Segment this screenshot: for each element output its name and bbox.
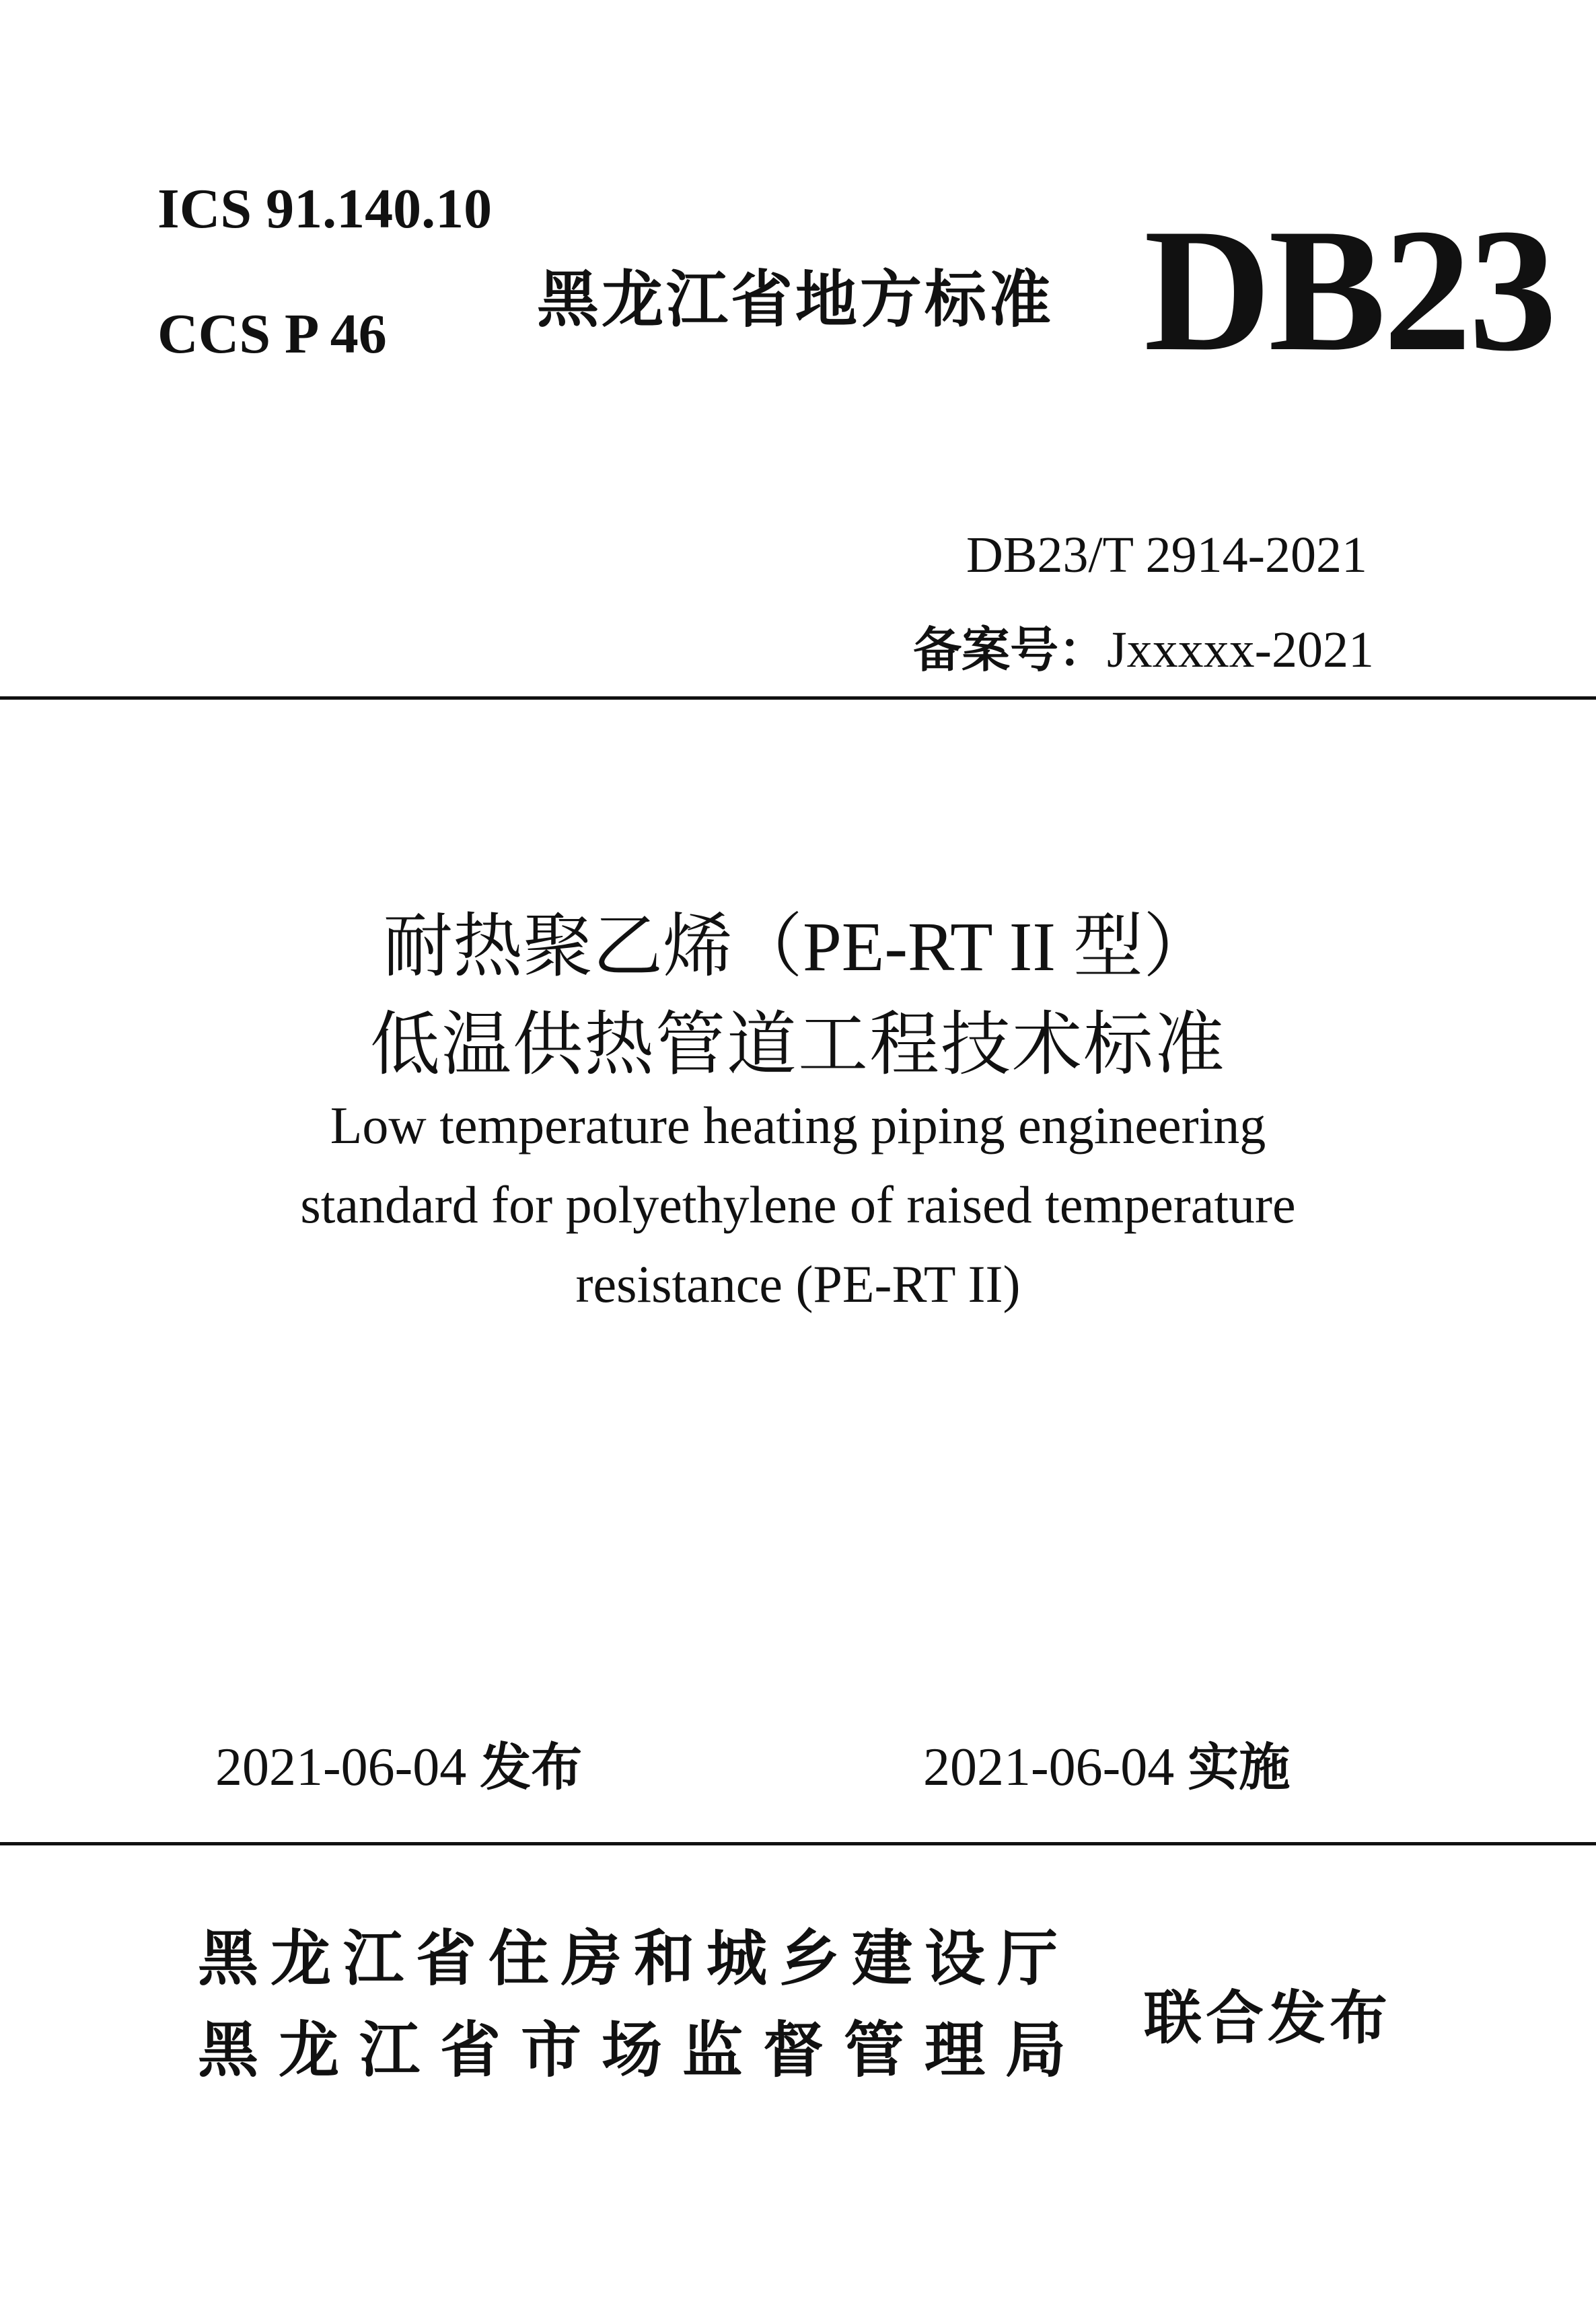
top-divider — [0, 696, 1596, 700]
title-en-line2: standard for polyethylene of raised temperature — [300, 1175, 1296, 1234]
title-cn-line1: 耐热聚乙烯（PE-RT II 型） — [382, 908, 1214, 986]
local-standard-label: 黑龙江省地方标准 — [537, 264, 1054, 336]
ccs-code: CCS P 46 — [157, 303, 387, 365]
publish-label: 发布 — [480, 1737, 583, 1797]
standard-number: DB23/T 2914-2021 — [966, 527, 1367, 583]
record-number: Jxxxxx-2021 — [1107, 622, 1374, 678]
joint-release-label: 联合发布 — [1144, 1985, 1391, 2052]
issuer-line1: 黑龙江省住房和城乡建设厅 — [198, 1923, 1070, 1994]
title-en-line3: resistance (PE-RT II) — [575, 1255, 1021, 1313]
ics-code: ICS 91.140.10 — [157, 178, 493, 240]
title-en-line1: Low temperature heating piping engineering — [330, 1096, 1266, 1154]
record-label: 备案号： — [913, 622, 1108, 678]
publish-date: 2021-06-04 — [215, 1738, 467, 1797]
title-cn-line2: 低温供热管道工程技术标准 — [369, 1006, 1226, 1084]
implement-date-line — [923, 1726, 1290, 1800]
implement-date: 2021-06-04 — [923, 1738, 1175, 1797]
implement-label: 实施 — [1188, 1737, 1291, 1797]
publish-date-line — [215, 1726, 582, 1800]
bottom-divider — [0, 1842, 1596, 1845]
db-mark: DB23 — [1144, 192, 1554, 388]
issuer-line2: 黑龙江省市场监督管理局 — [198, 2015, 1086, 2086]
record-number-line — [913, 611, 1374, 681]
